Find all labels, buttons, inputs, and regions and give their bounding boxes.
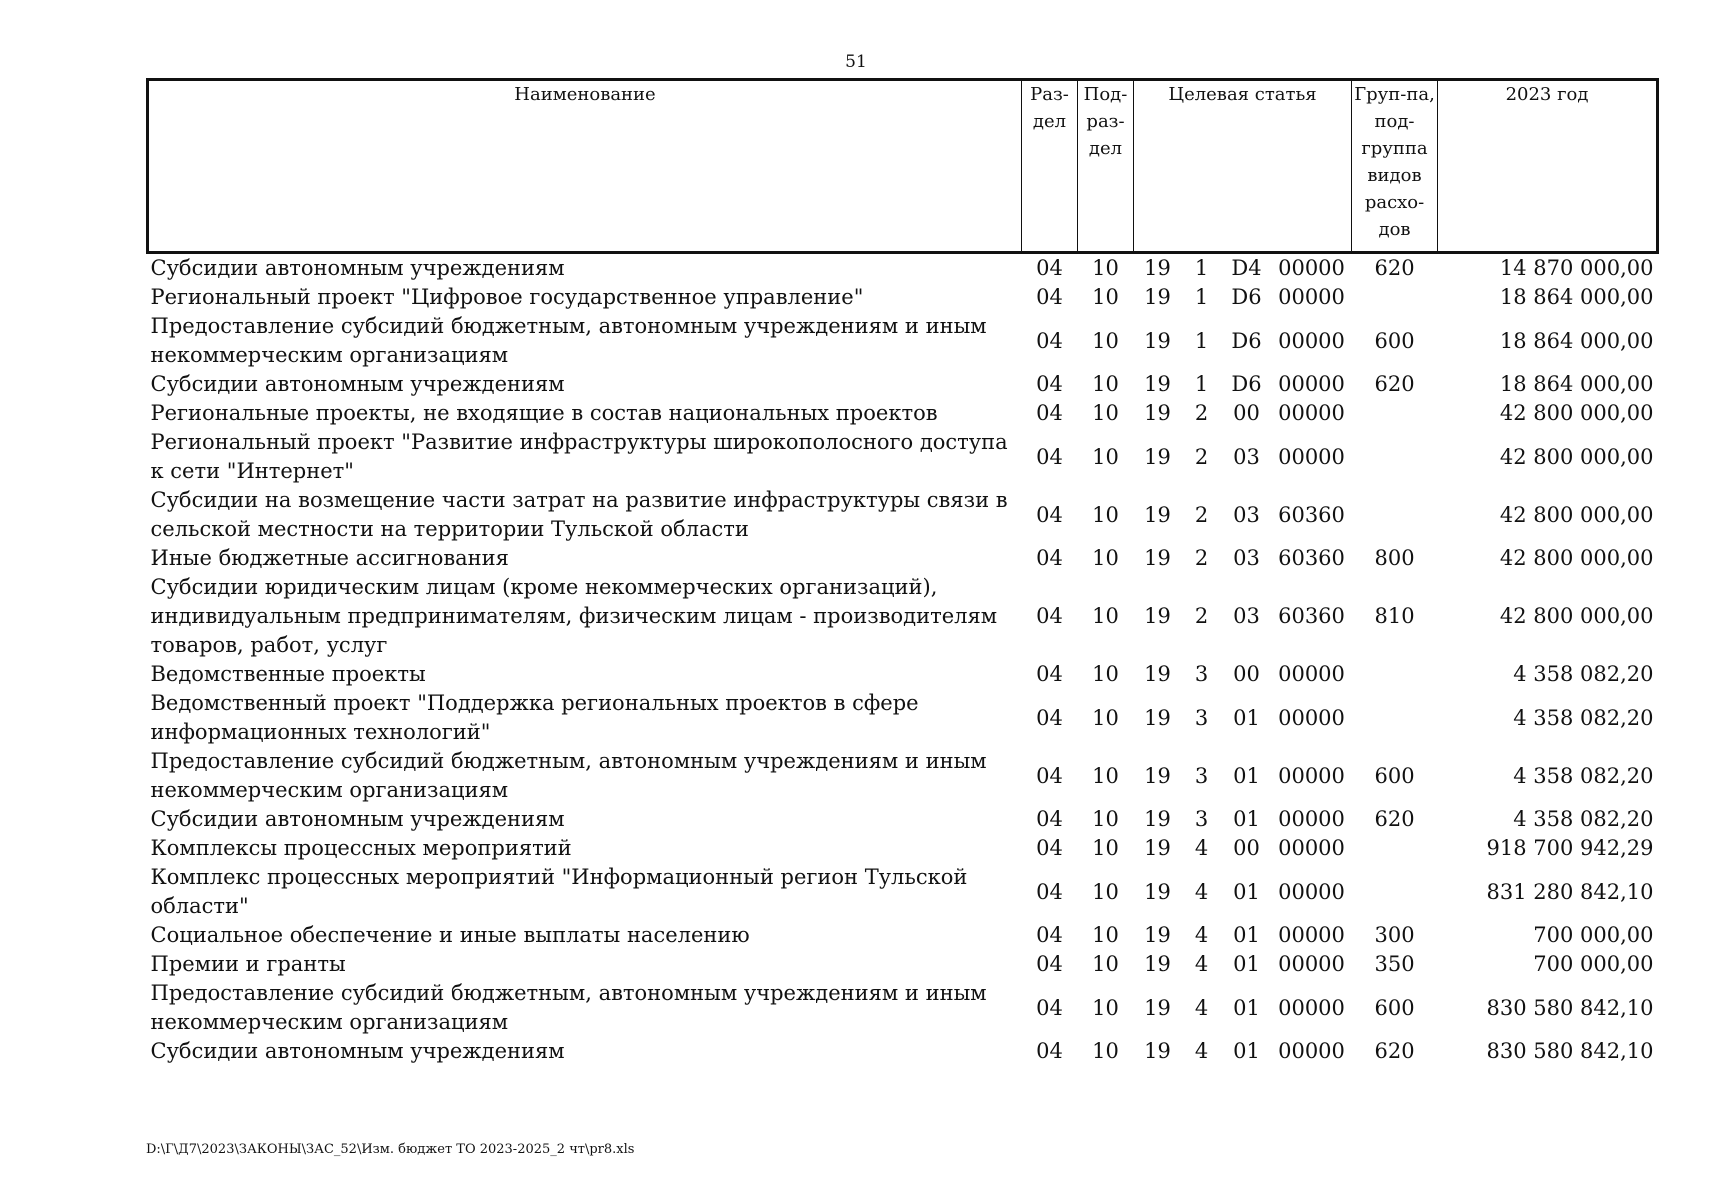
row-expense-group: 300	[1374, 923, 1415, 947]
row-target-program: 19	[1144, 879, 1171, 904]
row-target-direction: 00000	[1278, 952, 1345, 976]
row-target-program: 19	[1144, 401, 1171, 425]
row-expense-group: 350	[1374, 952, 1415, 976]
row-name: Субсидии автономным учреждениям	[150, 256, 565, 280]
row-amount: 4 358 082,20	[1513, 807, 1654, 831]
row-target-type: 3	[1194, 807, 1209, 831]
row-amount: 830 580 842,10	[1486, 995, 1654, 1020]
row-subsection: 10	[1092, 502, 1119, 527]
row-name: Ведомственные проекты	[150, 662, 426, 686]
header-year: 2023 год	[1438, 80, 1658, 253]
row-target-direction: 00000	[1278, 995, 1345, 1020]
row-section: 04	[1036, 662, 1063, 686]
row-subsection: 10	[1092, 923, 1119, 947]
row-target-type: 4	[1194, 995, 1209, 1020]
table-row	[148, 689, 1658, 747]
row-amount: 4 358 082,20	[1513, 705, 1654, 730]
header-group: Груп-па, под-группа видов расхо-дов	[1352, 80, 1438, 253]
row-name: Предоставление субсидий бюджетным, автономным учреждениям и иным некоммерческим организациям	[150, 981, 987, 1034]
row-amount: 918 700 942,29	[1486, 836, 1654, 860]
row-target-element: 03	[1233, 502, 1260, 527]
row-name: Региональные проекты, не входящие в состав национальных проектов	[150, 401, 938, 425]
row-subsection: 10	[1092, 879, 1119, 904]
row-subsection: 10	[1092, 372, 1119, 396]
row-subsection: 10	[1092, 705, 1119, 730]
row-expense-group: 600	[1374, 763, 1415, 788]
row-target-type: 2	[1194, 604, 1209, 628]
row-target-direction: 00000	[1278, 328, 1345, 353]
row-target-element: 01	[1233, 923, 1260, 947]
table-row	[148, 544, 1658, 573]
row-subsection: 10	[1092, 328, 1119, 353]
row-target-type: 4	[1194, 923, 1209, 947]
row-expense-group	[1352, 834, 1438, 863]
row-amount: 18 864 000,00	[1499, 285, 1654, 309]
row-target-element: 03	[1233, 546, 1260, 570]
row-target-direction: 00000	[1278, 444, 1345, 469]
row-name: Предоставление субсидий бюджетным, автономным учреждениям и иным некоммерческим организациям	[150, 314, 987, 367]
row-target-type: 2	[1194, 401, 1209, 425]
row-target-type: 4	[1194, 1039, 1209, 1063]
row-name: Предоставление субсидий бюджетным, автономным учреждениям и иным некоммерческим организациям	[150, 749, 987, 802]
row-name: Комплекс процессных мероприятий "Информационный регион Тульской области"	[150, 865, 968, 918]
row-target-program: 19	[1144, 1039, 1171, 1063]
row-target-element: 01	[1233, 1039, 1260, 1063]
row-section: 04	[1036, 444, 1063, 469]
table-header-row	[148, 80, 1658, 253]
row-target-program: 19	[1144, 285, 1171, 309]
row-target-program: 19	[1144, 807, 1171, 831]
row-target-program: 19	[1144, 836, 1171, 860]
row-section: 04	[1036, 763, 1063, 788]
row-amount: 700 000,00	[1533, 952, 1654, 976]
row-amount: 42 800 000,00	[1499, 502, 1654, 527]
row-target-type: 4	[1194, 879, 1209, 904]
row-target-type: 2	[1194, 444, 1209, 469]
row-target-direction: 60360	[1278, 546, 1345, 570]
row-subsection: 10	[1092, 952, 1119, 976]
row-target-element: 01	[1233, 807, 1260, 831]
row-target-direction: 00000	[1278, 372, 1345, 396]
row-subsection: 10	[1092, 995, 1119, 1020]
row-section: 04	[1036, 502, 1063, 527]
row-target-program: 19	[1144, 546, 1171, 570]
row-target-program: 19	[1144, 444, 1171, 469]
row-subsection: 10	[1092, 836, 1119, 860]
row-target-direction: 00000	[1278, 879, 1345, 904]
header-target: Целевая статья	[1134, 80, 1352, 253]
table-row	[148, 834, 1658, 863]
row-subsection: 10	[1092, 1039, 1119, 1063]
row-amount: 42 800 000,00	[1499, 444, 1654, 469]
row-subsection: 10	[1092, 807, 1119, 831]
row-amount: 14 870 000,00	[1499, 256, 1654, 280]
header-name: Наименование	[148, 80, 1022, 253]
row-target-element: D6	[1231, 285, 1262, 309]
row-target-element: 01	[1233, 879, 1260, 904]
file-path-footer: D:\Г\Д7\2023\ЗАКОНЫ\ЗАС_52\Изм. бюджет ТО 2023-2025_2 чт\pr8.xls	[146, 1142, 635, 1157]
row-target-element: 01	[1233, 952, 1260, 976]
row-name: Субсидии юридическим лицам (кроме некоммерческих организаций), индивидуальным предпринимателям, физическим лицам - производителям товаров, работ, услуг	[150, 575, 998, 657]
row-target-element: D6	[1231, 328, 1262, 353]
row-target-type: 2	[1194, 502, 1209, 527]
row-amount: 4 358 082,20	[1513, 662, 1654, 686]
table-row	[148, 428, 1658, 486]
row-amount: 831 280 842,10	[1486, 879, 1654, 904]
header-subsection: Под-раз-дел	[1078, 80, 1134, 253]
row-subsection: 10	[1092, 444, 1119, 469]
row-target-type: 4	[1194, 836, 1209, 860]
row-amount: 830 580 842,10	[1486, 1039, 1654, 1063]
table-row	[148, 979, 1658, 1037]
row-target-type: 1	[1194, 328, 1209, 353]
row-target-program: 19	[1144, 662, 1171, 686]
row-section: 04	[1036, 995, 1063, 1020]
row-section: 04	[1036, 328, 1063, 353]
row-amount: 700 000,00	[1533, 923, 1654, 947]
row-target-program: 19	[1144, 923, 1171, 947]
row-section: 04	[1036, 952, 1063, 976]
header-section: Раз-дел	[1022, 80, 1078, 253]
row-target-program: 19	[1144, 372, 1171, 396]
row-expense-group: 620	[1374, 256, 1415, 280]
row-target-program: 19	[1144, 705, 1171, 730]
row-section: 04	[1036, 546, 1063, 570]
row-target-direction: 00000	[1278, 923, 1345, 947]
row-target-element: 03	[1233, 444, 1260, 469]
row-section: 04	[1036, 836, 1063, 860]
table-row	[148, 863, 1658, 921]
row-name: Комплексы процессных мероприятий	[150, 836, 572, 860]
row-target-program: 19	[1144, 952, 1171, 976]
row-name: Субсидии автономным учреждениям	[150, 372, 565, 396]
row-target-type: 3	[1194, 705, 1209, 730]
row-name: Премии и гранты	[150, 952, 346, 976]
table-row	[148, 1037, 1658, 1066]
row-target-element: 01	[1233, 705, 1260, 730]
row-target-element: 00	[1233, 836, 1260, 860]
table-row	[148, 312, 1658, 370]
row-subsection: 10	[1092, 256, 1119, 280]
row-name: Региональный проект "Цифровое государственное управление"	[150, 285, 864, 309]
row-target-type: 3	[1194, 662, 1209, 686]
row-expense-group	[1352, 863, 1438, 921]
table-row	[148, 399, 1658, 428]
table-row	[148, 950, 1658, 979]
table-row	[148, 253, 1658, 284]
row-target-program: 19	[1144, 604, 1171, 628]
row-section: 04	[1036, 604, 1063, 628]
row-target-element: 01	[1233, 763, 1260, 788]
row-target-type: 3	[1194, 763, 1209, 788]
row-target-program: 19	[1144, 995, 1171, 1020]
row-target-direction: 00000	[1278, 836, 1345, 860]
row-target-element: D4	[1231, 256, 1262, 280]
row-amount: 4 358 082,20	[1513, 763, 1654, 788]
row-subsection: 10	[1092, 662, 1119, 686]
row-target-direction: 00000	[1278, 763, 1345, 788]
row-expense-group	[1352, 399, 1438, 428]
table-row	[148, 660, 1658, 689]
table-row	[148, 283, 1658, 312]
row-amount: 42 800 000,00	[1499, 604, 1654, 628]
row-amount: 18 864 000,00	[1499, 372, 1654, 396]
row-expense-group: 600	[1374, 995, 1415, 1020]
row-target-type: 1	[1194, 285, 1209, 309]
row-expense-group: 620	[1374, 372, 1415, 396]
row-target-type: 1	[1194, 372, 1209, 396]
row-target-type: 4	[1194, 952, 1209, 976]
row-target-element: 03	[1233, 604, 1260, 628]
row-target-direction: 00000	[1278, 1039, 1345, 1063]
table-row	[148, 573, 1658, 660]
row-target-direction: 00000	[1278, 807, 1345, 831]
row-subsection: 10	[1092, 763, 1119, 788]
row-subsection: 10	[1092, 401, 1119, 425]
row-section: 04	[1036, 1039, 1063, 1063]
row-expense-group: 800	[1374, 546, 1415, 570]
row-name: Социальное обеспечение и иные выплаты населению	[150, 923, 750, 947]
row-target-direction: 00000	[1278, 705, 1345, 730]
row-expense-group	[1352, 283, 1438, 312]
row-target-type: 1	[1194, 256, 1209, 280]
row-section: 04	[1036, 401, 1063, 425]
row-name: Региональный проект "Развитие инфраструктуры широкополосного доступа к сети "Интернет"	[150, 430, 1008, 483]
row-subsection: 10	[1092, 285, 1119, 309]
row-target-direction: 00000	[1278, 401, 1345, 425]
row-target-program: 19	[1144, 256, 1171, 280]
row-subsection: 10	[1092, 604, 1119, 628]
row-target-direction: 60360	[1278, 604, 1345, 628]
table-row	[148, 921, 1658, 950]
page-number: 51	[845, 52, 867, 72]
row-expense-group	[1352, 428, 1438, 486]
table-row	[148, 486, 1658, 544]
row-amount: 18 864 000,00	[1499, 328, 1654, 353]
row-target-direction: 00000	[1278, 285, 1345, 309]
table-row	[148, 747, 1658, 805]
row-expense-group	[1352, 660, 1438, 689]
row-expense-group: 620	[1374, 807, 1415, 831]
row-target-type: 2	[1194, 546, 1209, 570]
row-target-direction: 00000	[1278, 662, 1345, 686]
row-amount: 42 800 000,00	[1499, 401, 1654, 425]
budget-table	[146, 78, 1659, 1066]
row-expense-group: 600	[1374, 328, 1415, 353]
row-name: Иные бюджетные ассигнования	[150, 546, 509, 570]
row-expense-group: 620	[1374, 1039, 1415, 1063]
row-section: 04	[1036, 923, 1063, 947]
row-target-element: 00	[1233, 662, 1260, 686]
row-target-element: 01	[1233, 995, 1260, 1020]
row-target-program: 19	[1144, 328, 1171, 353]
table-row	[148, 370, 1658, 399]
row-section: 04	[1036, 372, 1063, 396]
row-expense-group: 810	[1374, 604, 1415, 628]
table-body	[148, 253, 1658, 1067]
row-target-element: D6	[1231, 372, 1262, 396]
row-section: 04	[1036, 879, 1063, 904]
row-name: Субсидии автономным учреждениям	[150, 807, 565, 831]
row-amount: 42 800 000,00	[1499, 546, 1654, 570]
row-section: 04	[1036, 256, 1063, 280]
row-expense-group	[1352, 689, 1438, 747]
row-section: 04	[1036, 285, 1063, 309]
row-name: Субсидии на возмещение части затрат на развитие инфраструктуры связи в сельской местности на территории Тульской области	[150, 488, 1008, 541]
row-name: Ведомственный проект "Поддержка региональных проектов в сфере информационных технологий"	[150, 691, 919, 744]
row-target-program: 19	[1144, 763, 1171, 788]
row-section: 04	[1036, 807, 1063, 831]
row-expense-group	[1352, 486, 1438, 544]
table-row	[148, 805, 1658, 834]
budget-table-container	[146, 78, 1656, 1066]
row-target-direction: 00000	[1278, 256, 1345, 280]
row-section: 04	[1036, 705, 1063, 730]
row-target-element: 00	[1233, 401, 1260, 425]
row-target-program: 19	[1144, 502, 1171, 527]
row-subsection: 10	[1092, 546, 1119, 570]
row-target-direction: 60360	[1278, 502, 1345, 527]
row-name: Субсидии автономным учреждениям	[150, 1039, 565, 1063]
